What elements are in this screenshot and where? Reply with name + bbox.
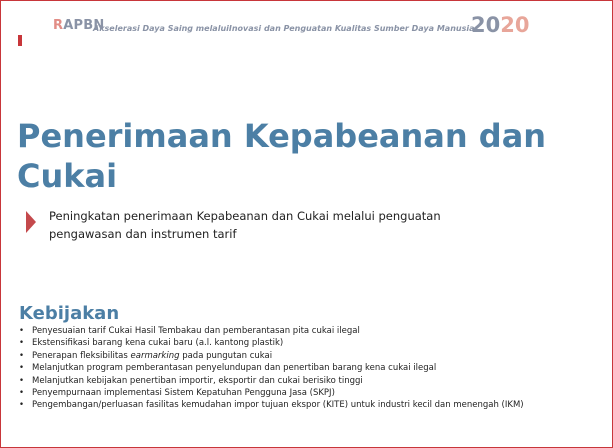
decorative-bar: [18, 35, 22, 46]
header-year: [471, 13, 529, 37]
lead-text: Peningkatan penerimaan Kepabeanan dan Cukai melalui penguatan pengawasan dan instrumen tarif: [49, 209, 441, 241]
list-item: • Penyesuaian tarif Cukai Hasil Tembakau dan pemberantasan pita cukai ilegal: [19, 325, 579, 337]
year-start: 20: [471, 13, 501, 37]
earmarking-emphasis: earmarking: [130, 350, 180, 361]
header-tagline: Akselerasi Daya Saing melaluiInovasi dan Penguatan Kualitas Sumber Daya Manusia: [93, 24, 475, 33]
earmarking-after: pada pungutan cukai: [179, 350, 273, 361]
brand-initial: R: [53, 18, 64, 33]
list-item: • Pengembangan/perluasan fasilitas kemudahan impor tujuan ekspor (KITE) untuk industri kecil dan menengah (IKM): [19, 399, 579, 411]
brand-rest: APBN: [63, 18, 105, 33]
list-item: • Melanjutkan kebijakan penertiban importir, eksportir dan cukai berisiko tinggi: [19, 375, 579, 387]
year-end: 20: [500, 13, 530, 37]
page-title: Penerimaan Kepabeanan dan Cukai: [17, 117, 547, 195]
section-heading: Kebijakan: [19, 303, 120, 324]
earmarking-before: Penerapan fleksibilitas: [32, 350, 131, 361]
policy-list: [19, 325, 579, 412]
triangle-bullet-icon: [26, 211, 36, 233]
list-item: [19, 350, 579, 362]
list-item: • Melanjutkan program pemberantasan penyelundupan dan penertiban barang kena cukai ilegal: [19, 362, 579, 374]
list-item: • Penyempurnaan implementasi Sistem Kepatuhan Pengguna Jasa (SKPJ): [19, 387, 579, 399]
list-item: • Ekstensifikasi barang kena cukai baru (a.l. kantong plastik): [19, 337, 579, 349]
